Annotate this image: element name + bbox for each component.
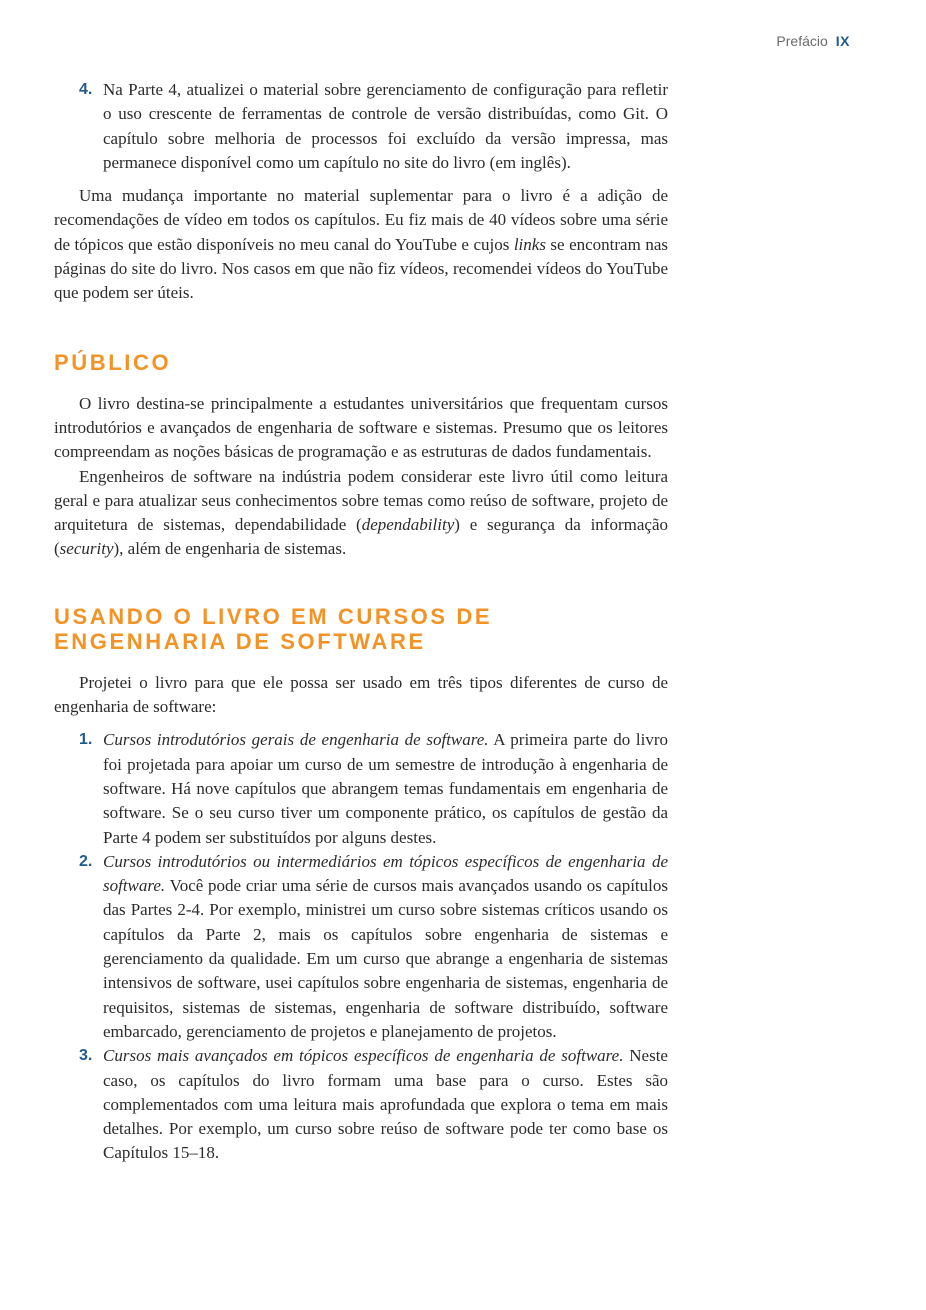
list-item-text: A primeira parte do livro foi projetada para apoiar um curso de um semestre de introdução à engenharia de software. Há nove capítulos que abrangem temas fundamentais em engenharia de software. Se o seu curso tiver um componente prático, os capítulos de gestão da Parte 4 podem ser substituídos por alguns destes. — [103, 730, 668, 847]
course-types-list — [54, 728, 668, 1165]
running-header — [776, 33, 850, 49]
heading-line: ENGENHARIA DE SOFTWARE — [54, 628, 426, 654]
list-item-title: Cursos mais avançados em tópicos específicos de engenharia de software. — [103, 1046, 624, 1066]
list-item-number: 1. — [79, 731, 93, 749]
paragraph-videos: Uma mudança importante no material suplementar para o livro é a adição de recomendações de vídeo em todos os capítulos. Eu fiz mais de 40 vídeos sobre uma série de tópicos que estão disponíveis no meu canal do YouTube e cujos links se encontram nas páginas do site do livro. Nos casos em que não fiz vídeos, recomendei vídeos do YouTube que podem ser úteis. — [54, 186, 668, 303]
list-item — [54, 1044, 668, 1165]
list-item-text: Neste caso, os capítulos do livro formam uma base para o curso. Estes são complementados com uma leitura mais aprofundada que explora o tema em mais detalhes. Por exemplo, um curso sobre reúso de software pode ter como base os Capítulos 15–18. — [103, 1046, 668, 1163]
list-item — [54, 728, 668, 849]
italic-term: dependability — [361, 515, 455, 535]
changes-list — [54, 78, 668, 175]
italic-term: security — [59, 539, 114, 559]
list-item-title: Cursos introdutórios ou intermediários em tópicos específicos de engenharia de software. — [103, 851, 668, 896]
running-header-section: Prefácio — [776, 33, 828, 49]
list-item-number: 2. — [79, 852, 93, 870]
list-item — [54, 850, 668, 1044]
list-item-text: Na Parte 4, atualizei o material sobre gerenciamento de configuração para refletir o uso crescente de ferramentas de controle de versão distribuídas, como Git. O capítulo sobre melhoria de processos foi excluído da versão impressa, mas permanece disponível como um capítulo no site do livro (em inglês). — [103, 80, 668, 172]
paragraph-usando-intro: Projetei o livro para que ele possa ser usado em três tipos diferentes de curso de engenharia de software: — [54, 672, 668, 717]
list-item-number: 4. — [79, 81, 93, 98]
heading-line: USANDO O LIVRO EM CURSOS DE — [54, 603, 493, 629]
section-heading-usando — [54, 604, 668, 654]
italic-term: links — [513, 234, 546, 254]
paragraph-publico-2: Engenheiros de software na indústria podem considerar este livro útil como leitura geral e para atualizar seus conhecimentos sobre temas como reúso de software, projeto de arquitetura de sistemas, dependabilidade (dependability) e segurança da informação (security), além de engenharia de sistemas. — [54, 466, 668, 559]
list-item-title: Cursos introdutórios gerais de engenharia de software. — [103, 730, 489, 750]
page-number: IX — [835, 33, 850, 49]
page-body — [54, 78, 668, 1166]
list-item-text: Você pode criar uma série de cursos mais avançados usando os capítulos das Partes 2-4. Por exemplo, ministrei um curso sobre sistemas críticos usando os capítulos da Parte 2, mais os capítulos sobre engenharia de sistemas e gerenciamento da qualidade. Em um curso que abrange a engenharia de sistemas intensivos de software, usei capítulos sobre engenharia de sistemas, engenharia de requisitos, sistemas de sistemas, engenharia de software distribuído, software embarcado, gerenciamento de projetos e planejamento de projetos. — [103, 876, 668, 1041]
section-heading-publico: PÚBLICO — [54, 349, 172, 375]
list-item-number: 3. — [79, 1047, 93, 1065]
paragraph-publico-1: O livro destina-se principalmente a estudantes universitários que frequentam cursos introdutórios e avançados de engenharia de software e sistemas. Presumo que os leitores compreendam as noções básicas de programação e as estruturas de dados fundamentais. — [54, 393, 668, 462]
list-item — [54, 78, 668, 175]
